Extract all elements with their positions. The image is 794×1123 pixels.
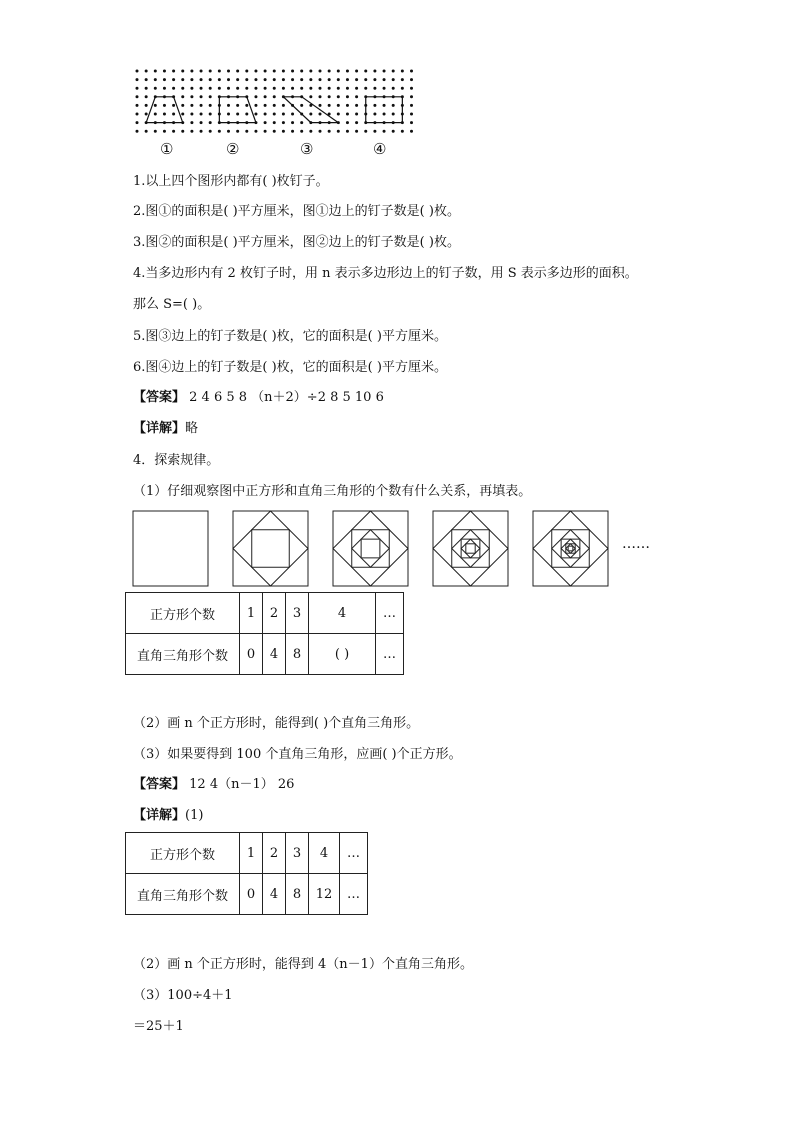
grid-dot [200, 104, 203, 107]
pattern-inner-square [452, 530, 490, 568]
nail-shape-2 [219, 97, 256, 123]
grid-dot [273, 87, 276, 90]
pattern-square [333, 511, 408, 586]
grid-dot [355, 95, 358, 98]
nail-board-figure [0, 0, 794, 140]
square-pattern-figures [0, 509, 794, 589]
grid-dot [200, 78, 203, 81]
grid-dot [190, 78, 193, 81]
grid-dot [181, 95, 184, 98]
answer-2-label: 【答案】 [133, 777, 186, 792]
grid-dot [136, 70, 139, 73]
grid-dot [392, 130, 395, 133]
table-cell: 8 [286, 874, 309, 915]
grid-dot [245, 78, 248, 81]
grid-dot [319, 113, 322, 116]
grid-dot [136, 87, 139, 90]
grid-dot [254, 87, 257, 90]
grid-dot [227, 130, 230, 133]
grid-dot [273, 78, 276, 81]
grid-dot [190, 113, 193, 116]
table-cell: 12 [309, 874, 340, 915]
pattern-square [233, 511, 308, 586]
grid-dot [218, 78, 221, 81]
figure-label-1: ① [160, 140, 174, 158]
grid-dot [273, 130, 276, 133]
grid-dot [190, 121, 193, 124]
grid-dot [145, 113, 148, 116]
grid-dot [236, 104, 239, 107]
detail-1-label: 【详解】 [133, 421, 186, 436]
grid-dot [136, 130, 139, 133]
grid-dot [346, 78, 349, 81]
grid-dot [264, 121, 267, 124]
grid-dot [200, 130, 203, 133]
grid-dot [163, 78, 166, 81]
grid-dot [401, 87, 404, 90]
grid-dot [181, 130, 184, 133]
detail-2-label: 【详解】 [133, 808, 186, 823]
grid-dot [254, 130, 257, 133]
grid-dot [346, 113, 349, 116]
grid-dot [364, 70, 367, 73]
table-header-triangles: 直角三角形个数 [126, 634, 240, 675]
grid-dot [383, 78, 386, 81]
grid-dot [282, 104, 285, 107]
grid-dot [300, 104, 303, 107]
grid-dot [264, 95, 267, 98]
section-4-question-2: （2）画 n 个正方形时，能得到( )个直角三角形。 [133, 716, 420, 731]
pattern-square [133, 511, 208, 586]
grid-dot [209, 78, 212, 81]
grid-dot [383, 104, 386, 107]
grid-dot [309, 130, 312, 133]
pattern-inner-square [466, 544, 475, 553]
grid-dot [346, 121, 349, 124]
grid-dot [410, 70, 413, 73]
grid-dot [145, 104, 148, 107]
answer-2 [133, 777, 294, 793]
grid-dot [245, 130, 248, 133]
grid-dot [373, 78, 376, 81]
grid-dot [383, 130, 386, 133]
grid-dot [209, 130, 212, 133]
grid-dot [145, 130, 148, 133]
grid-dot [328, 130, 331, 133]
grid-dot [264, 104, 267, 107]
grid-dot [282, 121, 285, 124]
detail-2-part-3-step: ＝25＋1 [133, 1019, 184, 1034]
table-cell: 0 [240, 874, 263, 915]
grid-dot [236, 113, 239, 116]
pattern-inner-square [568, 546, 573, 551]
grid-dot [355, 70, 358, 73]
grid-dot [337, 130, 340, 133]
grid-dot [355, 130, 358, 133]
grid-dot [264, 70, 267, 73]
pattern-inner-square [533, 511, 608, 586]
grid-dot [300, 130, 303, 133]
table-cell: … [340, 833, 368, 874]
grid-dot [337, 70, 340, 73]
grid-dot [145, 87, 148, 90]
fill-in-table [125, 592, 404, 675]
table-header-triangles: 直角三角形个数 [126, 874, 240, 915]
pattern-square [533, 511, 608, 586]
pattern-inner-square [433, 511, 508, 586]
grid-dot [209, 121, 212, 124]
pattern-square [433, 511, 508, 586]
grid-dot [328, 78, 331, 81]
grid-dot [273, 121, 276, 124]
pattern-inner-square [252, 530, 290, 568]
pattern-inner-square [552, 530, 590, 568]
grid-dot [172, 87, 175, 90]
pattern-inner-square [352, 530, 390, 568]
grid-dot [410, 113, 413, 116]
answer-table [125, 832, 368, 915]
grid-dot [209, 113, 212, 116]
grid-dot [383, 70, 386, 73]
grid-dot [337, 113, 340, 116]
grid-dot [282, 70, 285, 73]
grid-dot [264, 130, 267, 133]
table-cell: … [376, 593, 404, 634]
grid-dot [200, 87, 203, 90]
grid-dot [264, 78, 267, 81]
table-cell: 1 [240, 833, 263, 874]
detail-2-part-2: （2）画 n 个正方形时，能得到 4（n－1）个直角三角形。 [133, 957, 473, 972]
grid-dot [154, 78, 157, 81]
grid-dot [227, 70, 230, 73]
grid-dot [383, 113, 386, 116]
grid-dot [236, 78, 239, 81]
grid-dot [337, 104, 340, 107]
table-cell: 3 [286, 833, 309, 874]
table-cell: 4 [309, 833, 340, 874]
grid-dot [273, 95, 276, 98]
grid-dot [319, 95, 322, 98]
grid-dot [145, 95, 148, 98]
pattern-inner-square [233, 511, 308, 586]
grid-dot [282, 87, 285, 90]
grid-dot [200, 70, 203, 73]
answer-1-label: 【答案】 [133, 390, 186, 405]
question-4-formula: 那么 S=( )。 [133, 297, 211, 312]
question-6: 6.图④边上的钉子数是( )枚，它的面积是( )平方厘米。 [133, 360, 447, 375]
grid-dot [291, 70, 294, 73]
grid-dot [355, 87, 358, 90]
question-2: 2.图①的面积是( )平方厘米，图①边上的钉子数是( )枚。 [133, 204, 460, 219]
grid-dot [355, 121, 358, 124]
grid-dot [355, 104, 358, 107]
pattern-inner-square [461, 539, 480, 558]
table-cell: … [340, 874, 368, 915]
pattern-ellipsis: …… [622, 536, 650, 552]
grid-dot [254, 78, 257, 81]
grid-dot [218, 87, 221, 90]
grid-dot [355, 78, 358, 81]
grid-dot [373, 130, 376, 133]
grid-dot [172, 78, 175, 81]
grid-dot [291, 130, 294, 133]
grid-dot [364, 78, 367, 81]
grid-dot [355, 113, 358, 116]
grid-dot [319, 130, 322, 133]
grid-dot [373, 104, 376, 107]
detail-2 [133, 808, 203, 824]
question-3: 3.图②的面积是( )平方厘米，图②边上的钉子数是( )枚。 [133, 235, 460, 250]
table-cell: 1 [240, 593, 263, 634]
pattern-inner-square [561, 539, 580, 558]
grid-dot [364, 130, 367, 133]
grid-dot [373, 87, 376, 90]
grid-dot [291, 113, 294, 116]
grid-dot [282, 113, 285, 116]
pattern-inner-square [461, 539, 480, 558]
grid-dot [218, 130, 221, 133]
answer-1 [133, 390, 384, 406]
grid-dot [236, 70, 239, 73]
grid-dot [273, 113, 276, 116]
grid-dot [254, 113, 257, 116]
grid-dot [163, 113, 166, 116]
section-4-title: 4．探索规律。 [133, 453, 220, 468]
pattern-inner-square [333, 511, 408, 586]
table-cell: … [376, 634, 404, 675]
grid-dot [309, 95, 312, 98]
grid-dot [309, 78, 312, 81]
pattern-inner-square [352, 530, 390, 568]
grid-dot [392, 113, 395, 116]
grid-dot [373, 113, 376, 116]
grid-dot [346, 87, 349, 90]
section-4-question-1: （1）仔细观察图中正方形和直角三角形的个数有什么关系，再填表。 [133, 484, 532, 499]
grid-dot [410, 130, 413, 133]
grid-dot [401, 70, 404, 73]
grid-dot [172, 70, 175, 73]
pattern-inner-square [361, 539, 380, 558]
grid-dot [300, 70, 303, 73]
grid-dot [209, 95, 212, 98]
grid-dot [392, 87, 395, 90]
grid-dot [190, 104, 193, 107]
grid-dot [190, 87, 193, 90]
answer-2-text: 12 4（n－1） 26 [185, 777, 295, 792]
grid-dot [181, 78, 184, 81]
grid-dot [200, 121, 203, 124]
grid-dot [410, 78, 413, 81]
table-cell: 2 [263, 833, 286, 874]
grid-dot [346, 70, 349, 73]
grid-dot [337, 95, 340, 98]
grid-dot [346, 104, 349, 107]
grid-dot [245, 104, 248, 107]
grid-dot [154, 130, 157, 133]
grid-dot [273, 70, 276, 73]
grid-dot [309, 113, 312, 116]
table-header-squares: 正方形个数 [126, 593, 240, 634]
grid-dot [273, 104, 276, 107]
grid-dot [291, 78, 294, 81]
grid-dot [410, 104, 413, 107]
grid-dot [145, 78, 148, 81]
grid-dot [328, 104, 331, 107]
figure-label-4: ④ [373, 140, 387, 158]
grid-dot [136, 95, 139, 98]
grid-dot [346, 130, 349, 133]
table-cell: 0 [240, 634, 263, 675]
nail-shape-1 [146, 97, 183, 123]
grid-dot [136, 113, 139, 116]
grid-dot [410, 121, 413, 124]
table-cell: 3 [286, 593, 309, 634]
pattern-inner-square [566, 544, 575, 553]
grid-dot [300, 87, 303, 90]
pattern-inner-square [452, 530, 490, 568]
grid-dot [328, 95, 331, 98]
table-cell: 4 [309, 593, 376, 634]
grid-dot [181, 87, 184, 90]
grid-dot [190, 130, 193, 133]
table-cell: 2 [263, 593, 286, 634]
detail-1 [133, 421, 198, 437]
grid-dot [172, 130, 175, 133]
grid-dot [227, 78, 230, 81]
grid-dot [227, 87, 230, 90]
grid-dot [181, 113, 184, 116]
grid-dot [282, 78, 285, 81]
grid-dot [319, 78, 322, 81]
table-header-squares: 正方形个数 [126, 833, 240, 874]
grid-dot [190, 95, 193, 98]
grid-dot [410, 87, 413, 90]
grid-dot [337, 87, 340, 90]
grid-dot [264, 87, 267, 90]
grid-dot [328, 70, 331, 73]
grid-dot [200, 95, 203, 98]
grid-dot [136, 104, 139, 107]
grid-dot [245, 113, 248, 116]
grid-dot [410, 95, 413, 98]
grid-dot [154, 70, 157, 73]
grid-dot [227, 104, 230, 107]
grid-dot [254, 104, 257, 107]
table-cell: 4 [263, 634, 286, 675]
grid-dot [154, 104, 157, 107]
table-blank-cell: ( ) [309, 634, 376, 675]
grid-dot [337, 78, 340, 81]
section-4-question-3: （3）如果要得到 100 个直角三角形，应画( )个正方形。 [133, 747, 462, 762]
grid-dot [227, 113, 230, 116]
pattern-inner-square [561, 539, 580, 558]
grid-dot [154, 87, 157, 90]
table-cell: 4 [263, 874, 286, 915]
grid-dot [209, 87, 212, 90]
grid-dot [236, 130, 239, 133]
grid-dot [291, 87, 294, 90]
grid-dot [181, 70, 184, 73]
grid-dot [172, 113, 175, 116]
grid-dot [254, 95, 257, 98]
grid-dot [145, 70, 148, 73]
grid-dot [392, 70, 395, 73]
grid-dot [319, 104, 322, 107]
grid-dot [401, 130, 404, 133]
grid-dot [218, 70, 221, 73]
figure-label-2: ② [226, 140, 240, 158]
grid-dot [181, 104, 184, 107]
grid-dot [172, 104, 175, 107]
grid-dot [209, 104, 212, 107]
pattern-inner-square [552, 530, 590, 568]
grid-dot [401, 78, 404, 81]
grid-dot [163, 70, 166, 73]
grid-dot [136, 121, 139, 124]
question-5: 5.图③边上的钉子数是( )枚，它的面积是( )平方厘米。 [133, 329, 447, 344]
grid-dot [163, 104, 166, 107]
grid-dot [328, 87, 331, 90]
grid-dot [245, 87, 248, 90]
grid-dot [392, 78, 395, 81]
question-4: 4.当多边形内有 2 枚钉子时，用 n 表示多边形边上的钉子数，用 S 表示多边形的面积。 [133, 266, 638, 281]
grid-dot [300, 121, 303, 124]
grid-dot [291, 121, 294, 124]
figure-label-3: ③ [300, 140, 314, 158]
question-1: 1.以上四个图形内都有( )枚钉子。 [133, 174, 329, 189]
grid-dot [254, 70, 257, 73]
grid-dot [300, 78, 303, 81]
grid-dot [392, 104, 395, 107]
grid-dot [245, 70, 248, 73]
grid-dot [163, 87, 166, 90]
grid-dot [309, 87, 312, 90]
detail-2-text: (1) [185, 808, 204, 823]
nail-shape-4 [366, 97, 403, 123]
grid-dot [236, 87, 239, 90]
grid-dot [364, 87, 367, 90]
grid-dot [373, 70, 376, 73]
grid-dot [136, 78, 139, 81]
detail-1-text: 略 [185, 421, 199, 436]
grid-dot [163, 130, 166, 133]
grid-dot [383, 87, 386, 90]
pattern-inner-square [566, 544, 575, 553]
grid-dot [190, 70, 193, 73]
grid-dot [209, 70, 212, 73]
answer-1-text: 2 4 6 5 8 （n＋2）÷2 8 5 10 6 [185, 390, 384, 405]
grid-dot [319, 87, 322, 90]
grid-dot [264, 113, 267, 116]
detail-2-part-3: （3）100÷4＋1 [133, 988, 233, 1003]
grid-dot [200, 113, 203, 116]
grid-dot [346, 95, 349, 98]
grid-dot [309, 70, 312, 73]
grid-dot [282, 130, 285, 133]
grid-dot [319, 70, 322, 73]
table-cell: 8 [286, 634, 309, 675]
grid-dot [154, 113, 157, 116]
nail-shape-3 [283, 97, 338, 123]
